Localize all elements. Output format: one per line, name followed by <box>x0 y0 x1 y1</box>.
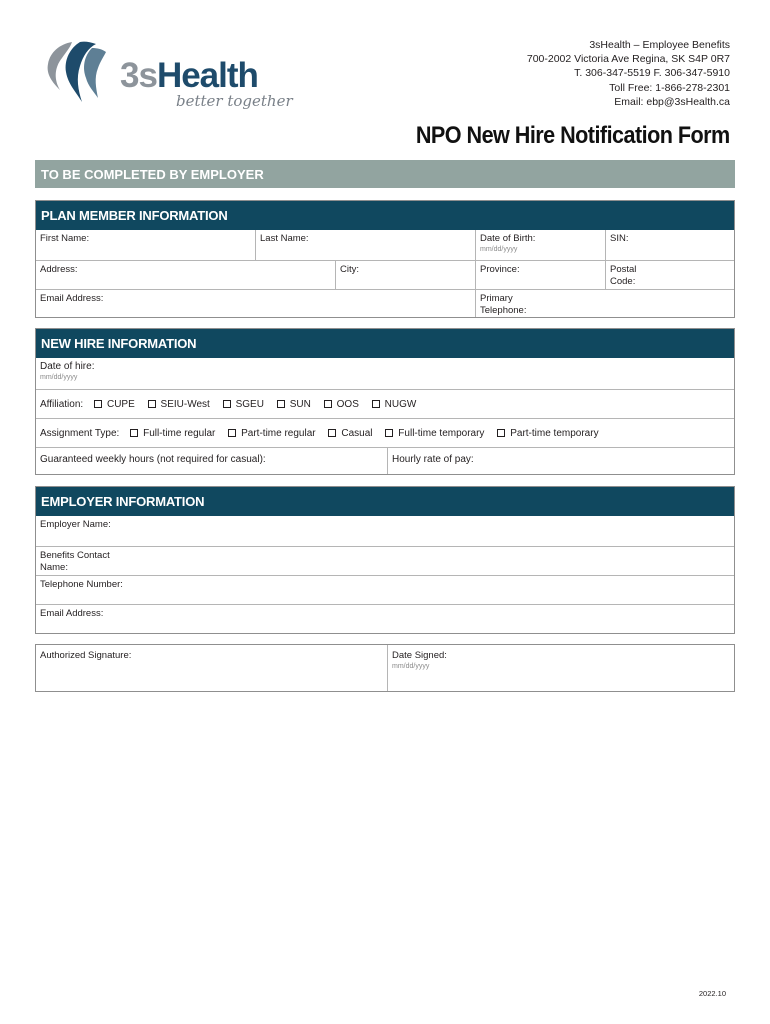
date-of-hire-row <box>36 358 734 389</box>
sin-field[interactable] <box>605 230 734 260</box>
checkbox-seiu-west[interactable] <box>148 400 156 408</box>
postal-code-label: Postal Code: <box>610 264 637 287</box>
checkbox-full-time-regular[interactable] <box>130 429 138 437</box>
first-name-field[interactable] <box>36 230 255 260</box>
checkbox-sun[interactable] <box>277 400 285 408</box>
contact-line: T. 306-347-5519 F. 306-347-5910 <box>574 67 730 80</box>
province-field[interactable] <box>475 261 605 289</box>
benefits-contact-label: Benefits Contact Name: <box>40 550 110 573</box>
option-label: Part-time regular <box>241 428 316 439</box>
last-name-field[interactable] <box>255 230 475 260</box>
employer-email-row <box>36 604 734 633</box>
contact-line: Toll Free: 1-866-278-2301 <box>609 81 730 94</box>
option-label: Casual <box>341 428 373 439</box>
phone-field[interactable] <box>475 290 734 317</box>
province-label: Province: <box>480 264 520 275</box>
section-heading: EMPLOYER INFORMATION <box>36 487 734 516</box>
option-label: Part-time temporary <box>510 428 599 439</box>
checkbox-nugw[interactable] <box>372 400 380 408</box>
affiliation-label: Affiliation: <box>40 399 84 410</box>
section-heading: PLAN MEMBER INFORMATION <box>36 201 734 230</box>
telephone-field[interactable] <box>36 576 734 604</box>
telephone-row <box>36 575 734 604</box>
option-label: OOS <box>336 399 359 410</box>
option-label: SUN <box>289 399 311 410</box>
authorized-signature-field[interactable] <box>36 645 387 691</box>
benefits-contact-row <box>36 546 734 575</box>
plan-row-2 <box>36 260 734 289</box>
employer-email-label: Email Address: <box>40 608 104 619</box>
email-field[interactable] <box>36 290 475 317</box>
checkbox-sgeu[interactable] <box>223 400 231 408</box>
date-of-hire-label: Date of hire: <box>40 361 95 372</box>
dob-hint: mm/dd/yyyy <box>480 246 518 253</box>
contact-line: Email: ebp@3sHealth.ca <box>614 95 730 108</box>
assignment-label: Assignment Type: <box>40 428 120 439</box>
logo-tagline: better together <box>176 92 293 110</box>
weekly-hours-label: Guaranteed weekly hours (not required for casual): <box>40 454 266 465</box>
sin-label: SIN: <box>610 233 629 244</box>
checkbox-part-time-regular[interactable] <box>228 429 236 437</box>
plan-member-section <box>35 200 735 318</box>
checkbox-oos[interactable] <box>324 400 332 408</box>
date-signed-field[interactable] <box>387 645 734 691</box>
date-signed-hint: mm/dd/yyyy <box>392 663 430 670</box>
option-label: CUPE <box>106 399 135 410</box>
option-label: SEIU-West <box>160 399 210 410</box>
benefits-contact-field[interactable] <box>36 547 734 575</box>
checkbox-cupe[interactable] <box>94 400 102 408</box>
section-heading: NEW HIRE INFORMATION <box>36 329 734 358</box>
date-signed-label: Date Signed: <box>392 650 447 661</box>
contact-line: 700-2002 Victoria Ave Regina, SK S4P 0R7 <box>526 53 730 66</box>
option-label: Full-time regular <box>143 428 216 439</box>
new-hire-section <box>35 328 735 475</box>
date-of-hire-field[interactable] <box>36 358 734 389</box>
employer-bar: TO BE COMPLETED BY EMPLOYER <box>35 160 735 188</box>
last-name-label: Last Name: <box>260 233 309 244</box>
plan-row-1 <box>36 230 734 260</box>
postal-code-field[interactable] <box>605 261 734 289</box>
signature-box <box>35 644 735 692</box>
assignment-options <box>36 419 734 447</box>
employer-name-label: Employer Name: <box>40 519 111 530</box>
contact-block <box>527 38 730 109</box>
dob-label: Date of Birth: <box>480 233 536 244</box>
employer-name-row <box>36 516 734 546</box>
hours-rate-row <box>36 447 734 474</box>
assignment-row <box>36 418 734 447</box>
form-title: NPO New Hire Notification Form <box>416 122 730 149</box>
checkbox-full-time-temporary[interactable] <box>385 429 393 437</box>
employer-name-field[interactable] <box>36 516 734 546</box>
employer-section <box>35 486 735 634</box>
dob-field[interactable] <box>475 230 605 260</box>
city-label: City: <box>340 264 359 275</box>
phone-label: Primary Telephone: <box>480 293 527 316</box>
email-label: Email Address: <box>40 293 104 304</box>
affiliation-options <box>36 390 734 418</box>
authorized-signature-label: Authorized Signature: <box>40 650 132 661</box>
address-field[interactable] <box>36 261 335 289</box>
employer-email-field[interactable] <box>36 605 734 633</box>
address-label: Address: <box>40 264 78 275</box>
contact-line: 3sHealth – Employee Benefits <box>589 39 730 51</box>
option-label: NUGW <box>384 399 417 410</box>
hourly-rate-label: Hourly rate of pay: <box>392 454 474 465</box>
city-field[interactable] <box>335 261 475 289</box>
plan-row-3 <box>36 289 734 317</box>
option-label: Full-time temporary <box>398 428 485 439</box>
telephone-label: Telephone Number: <box>40 579 123 590</box>
affiliation-row <box>36 389 734 418</box>
option-label: SGEU <box>235 399 264 410</box>
first-name-label: First Name: <box>40 233 90 244</box>
hourly-rate-field[interactable] <box>387 448 734 474</box>
checkbox-casual[interactable] <box>328 429 336 437</box>
logo-swoosh-icon <box>40 38 110 108</box>
checkbox-part-time-temporary[interactable] <box>497 429 505 437</box>
form-version-code: 2022.10 <box>698 989 726 998</box>
date-of-hire-hint: mm/dd/yyyy <box>40 374 78 381</box>
logo-wordmark: 3sHealth <box>120 56 258 95</box>
weekly-hours-field[interactable] <box>36 448 387 474</box>
